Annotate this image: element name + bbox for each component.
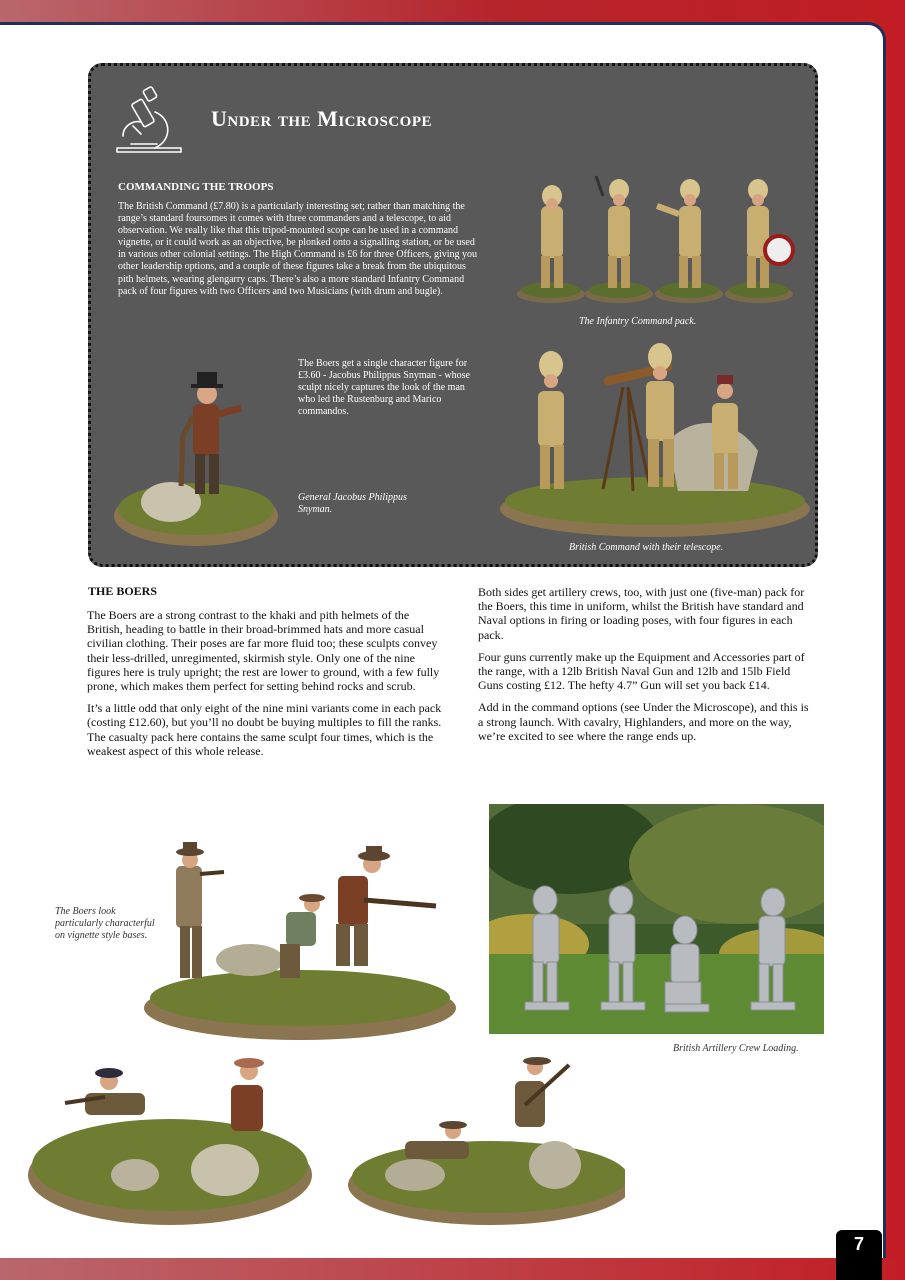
panel-body: The British Command (£7.80) is a particularly interesting set; rather than matching the range’s standard foursomes it comes with three commanders and a telescope, to aid observation. We really like that this tripod-mounted scope can be used in a command vignette, or it could work as an objective, be plonked onto a signalling station, or be used in various other colonial settings. The High Command is £6 for three Officers, giving you other leadership options, and a couple of these figures take a break from the ubiquitous pith helmets, wearing glengarry caps. There’s also a more standard Infantry Command pack of four figures with two Officers and two Musicians (with drum and bugle). [118, 201, 478, 297]
boer-text: The Boers get a single character figure for £3.60 - Jacobus Philippus Snyman - whose sculpt nicely captures the look of the man who led the Rustenburg and Marico commandos. [298, 358, 470, 418]
artillery-crew-photo [489, 804, 824, 1034]
boer-skirmish-photo [140, 838, 458, 1044]
left-column [87, 608, 445, 766]
bottom-band [0, 1258, 905, 1280]
panel-title: Under the Microscope [211, 106, 433, 131]
microscope-icon [111, 82, 187, 158]
figure [655, 179, 723, 303]
paragraph: Four guns currently make up the Equipment and Accessories part of the range, with a 12lb British Naval Gun and 12lb and 15lb Field Guns costing £12. The hefty 4.7” Gun will set you back £14. [478, 649, 805, 693]
figure [231, 1058, 264, 1131]
infantry-caption: The Infantry Command pack. [579, 316, 697, 327]
figure [515, 1057, 569, 1127]
panel-subhead: COMMANDING THE TROOPS [118, 181, 274, 193]
right-column [478, 585, 816, 751]
figure [538, 351, 564, 489]
figure [725, 179, 793, 303]
prone-boers-photo [25, 1045, 625, 1230]
paragraph: Both sides get artillery crews, too, with just one (five-man) pack for the Boers, this time in uniform, whilst the British have standard and Naval options in firing or loading poses, with four figures in each pack. [478, 585, 805, 642]
telescope-photo [498, 341, 812, 541]
figure [280, 894, 325, 978]
page-number: 7 [836, 1230, 882, 1280]
paragraph: The Boers are a strong contrast to the khaki and pith helmets of the British, heading to battle in their broad-brimmed hats and more casual civilian clothing. Their poses are far more fluid too; these sculpts convey their less-drilled, unregimented, skirmish style. Only one of the nine figures here is truly upright; the rest are lower to ground, with a few fully prone, which makes them perfect for setting behind rocks and scrub. [87, 608, 440, 694]
article-heading: THE BOERS [88, 584, 158, 598]
figure [65, 1068, 145, 1115]
telescope-caption: British Command with their telescope. [569, 542, 724, 553]
boers-caption: The Boers look particularly characterful on vignette style bases. [55, 906, 155, 941]
artillery-caption: British Artillery Crew Loading. [673, 1043, 799, 1054]
infantry-command-photo [511, 166, 801, 306]
figure [646, 343, 674, 487]
snyman-caption: General Jacobus Philippus Snyman. [298, 492, 407, 515]
figure [517, 185, 585, 303]
figure [585, 176, 653, 303]
paragraph: It’s a little odd that only eight of the nine mini variants come in each pack (costing £12.60), but you’ll no doubt be buying multiples to fill the ranks. The casualty pack here contains the same sculpt four times, which is the weakest aspect of this whole release. [87, 701, 442, 758]
figure [405, 1121, 469, 1159]
paragraph: Add in the command options (see Under the Microscope), and this is a strong launch. With cavalry, Highlanders, and more on the way, we’re excited to see where the range ends up. [478, 700, 809, 743]
figure [336, 846, 436, 966]
under-the-microscope-panel [88, 63, 818, 567]
snyman-photo [111, 366, 281, 556]
